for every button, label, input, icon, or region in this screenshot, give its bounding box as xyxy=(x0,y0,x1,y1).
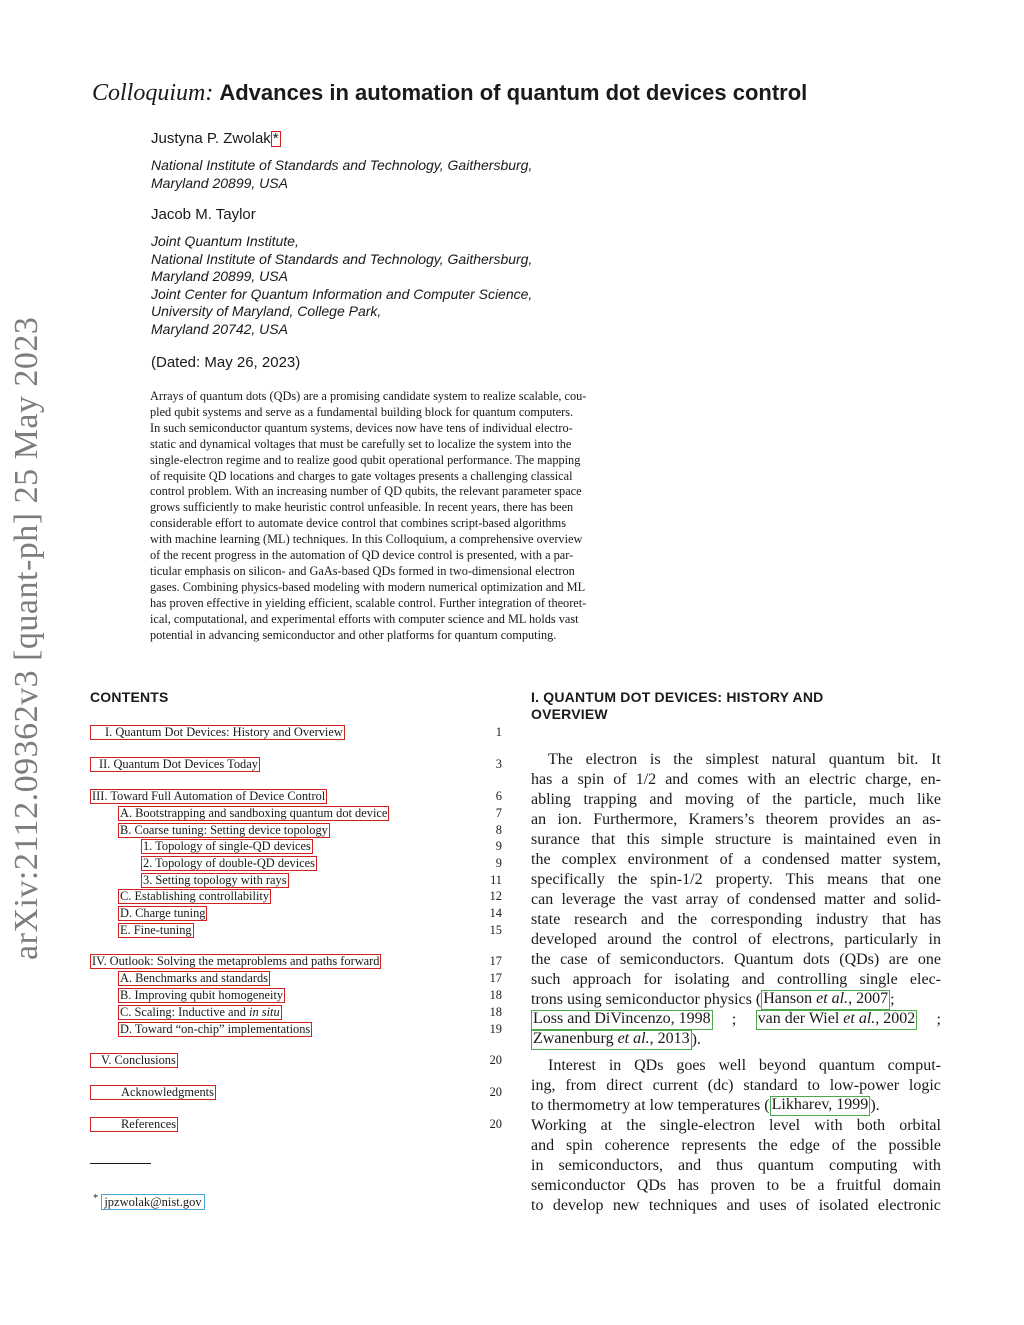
body-line: semiconductor QDs has proven to be a fruitful domain xyxy=(531,1177,941,1194)
body-line: has a spin of 1/2 and comes with an electric charge, en- xyxy=(531,771,941,788)
toc-link[interactable]: A. Benchmarks and standards xyxy=(120,971,268,985)
toc-entry xyxy=(90,823,502,839)
toc-page-number: 9 xyxy=(495,839,502,853)
abstract-line: single-electron regime and to realize good qubit operational performance. The mapping xyxy=(150,452,581,467)
body-line: Working at the single-electron level with both orbital xyxy=(531,1117,941,1134)
abstract-line: with machine learning (ML) techniques. In this Colloquium, a comprehensive overview xyxy=(150,532,583,547)
toc-link[interactable]: C. Scaling: Inductive and in situ xyxy=(120,1005,280,1019)
toc-page-number: 18 xyxy=(489,1005,502,1019)
body-line: Zwanenburg et al., 2013 ). xyxy=(533,1030,701,1048)
toc-link[interactable]: 3. Setting topology with rays xyxy=(143,873,287,887)
footnote-marker: * xyxy=(93,1193,99,1204)
toc-entry xyxy=(90,1053,502,1069)
abstract-line: of requisite QD locations and charges to gate voltages presents a challenging classical xyxy=(150,468,573,483)
toc-link[interactable]: I. Quantum Dot Devices: History and Overview xyxy=(90,725,345,740)
toc-entry xyxy=(90,889,502,905)
citation-link-vanderwiel[interactable]: van der Wiel et al., 2002 xyxy=(756,1010,918,1030)
body-line: the case of semiconductors. Quantum dots (QDs) are one xyxy=(531,951,941,968)
toc-link[interactable]: Acknowledgments xyxy=(90,1085,216,1100)
title-prefix: Colloquium: xyxy=(92,80,214,106)
body-line: can leverage the vast array of condensed matter and solid- xyxy=(531,891,941,908)
toc-entry xyxy=(90,1117,502,1133)
abstract-line: ticular emphasis on silicon- and GaAs-based QDs formed in two-dimensional electron xyxy=(150,563,575,578)
abstract-line: potential in advancing semiconductor and other platforms for quantum computing. xyxy=(150,627,557,642)
toc-link[interactable]: A. Bootstrapping and sandboxing quantum dot device xyxy=(120,806,388,820)
toc-link[interactable]: B. Improving qubit homogeneity xyxy=(120,988,284,1002)
body-line: Loss and DiVincenzo, 1998 ; van der Wiel et al., 2002 ; xyxy=(533,1010,941,1028)
body-line: surance that this simple structure is maintained even in xyxy=(531,831,941,848)
toc-link[interactable]: C. Establishing controllability xyxy=(120,889,270,903)
body-line: trons using semiconductor physics ( Hanson et al., 2007 ; xyxy=(531,990,895,1008)
toc-page-number: 14 xyxy=(489,906,502,920)
toc-entry xyxy=(90,1085,502,1101)
toc-entry xyxy=(90,789,502,805)
toc-entry xyxy=(90,971,502,987)
toc-entry xyxy=(90,906,502,922)
abstract-line: Arrays of quantum dots (QDs) are a promising candidate system to realize scalable, cou- xyxy=(150,389,587,403)
abstract-line: grows sufficiently to make heuristic control unfeasible. In recent years, there has been xyxy=(150,500,574,515)
toc-link[interactable]: III. Toward Full Automation of Device Control xyxy=(92,789,326,803)
toc-link[interactable]: B. Coarse tuning: Setting device topology xyxy=(120,823,328,837)
body-line: the complex environment of a condensed matter system, xyxy=(531,851,941,868)
toc-entry xyxy=(90,1022,502,1038)
author-affiliation-2: Joint Quantum Institute, National Institute of Standards and Technology, Gaithersburg, Maryland 20899, USA Joint Center for Quantum Information and Computer Science, University of Maryland, College Park, Maryland 20742, USA xyxy=(151,233,533,337)
toc-link[interactable]: II. Quantum Dot Devices Today xyxy=(90,757,260,772)
abstract-line: pled qubit systems and serve as a fundamental building block for quantum computers. xyxy=(150,404,574,419)
body-line: Interest in QDs goes well beyond quantum comput- xyxy=(548,1057,941,1074)
toc-entry xyxy=(90,988,502,1004)
toc-entry xyxy=(90,923,502,939)
citation-link-loss[interactable]: Loss and DiVincenzo, 1998 xyxy=(531,1010,713,1030)
toc-page-number: 19 xyxy=(489,1022,502,1036)
body-line: state research and the corresponding industry that has xyxy=(531,911,941,928)
toc-entry xyxy=(90,873,502,889)
abstract xyxy=(150,389,691,644)
toc-page-number: 20 xyxy=(489,1053,502,1067)
toc-entry xyxy=(90,856,502,872)
paper-title xyxy=(92,80,807,107)
toc-page-number: 20 xyxy=(489,1117,502,1131)
body-line: specifically the spin-1/2 property. This means that one xyxy=(531,871,941,888)
toc-link[interactable]: D. Toward “on-chip” implementations xyxy=(120,1022,311,1036)
author-affiliation-1: National Institute of Standards and Technology, Gaithersburg, Maryland 20899, USA xyxy=(151,157,533,191)
contents-heading: CONTENTS xyxy=(90,689,169,705)
email-link[interactable]: jpzwolak@nist.gov xyxy=(101,1194,204,1210)
author-name-2: Jacob M. Taylor xyxy=(151,206,256,223)
toc-page-number: 17 xyxy=(489,954,502,968)
toc-page-number: 15 xyxy=(489,923,502,937)
abstract-line: gases. Combining physics-based modeling with modern numerical optimization and ML xyxy=(150,579,586,594)
toc-page-number: 8 xyxy=(495,823,502,837)
abstract-line: considerable effort to automate device control that combines script-based algorithms xyxy=(150,516,567,531)
title-main: Advances in automation of quantum dot devices control xyxy=(219,80,808,105)
body-line: to thermometry at low temperatures ( Likharev, 1999 ). xyxy=(531,1096,880,1114)
toc-entry xyxy=(90,1005,502,1021)
toc-link[interactable]: 2. Topology of double-QD devices xyxy=(143,856,315,870)
body-line: to develop new techniques and uses of isolated electronic xyxy=(531,1197,941,1214)
toc-link[interactable]: IV. Outlook: Solving the metaproblems and paths forward xyxy=(92,954,380,968)
abstract-line: control problem. With an increasing number of QD qubits, the relevant parameter space xyxy=(150,484,582,499)
body-line: The electron is the simplest natural quantum bit. It xyxy=(548,751,941,768)
section-heading: I. QUANTUM DOT DEVICES: HISTORY AND OVERVIEW xyxy=(531,689,824,722)
footnote xyxy=(93,1193,205,1210)
body-line: and spin coherence represents the edge of the possible xyxy=(531,1137,941,1154)
dated-line: (Dated: May 26, 2023) xyxy=(151,354,301,371)
toc-page-number: 11 xyxy=(490,873,502,887)
toc-page-number: 6 xyxy=(495,789,502,803)
body-line: such approach for isolating and controlling single elec- xyxy=(531,971,941,988)
toc-link[interactable]: References xyxy=(90,1117,178,1132)
toc-page-number: 20 xyxy=(489,1085,502,1099)
body-line: ing, from direct current (dc) standard to low-power logic xyxy=(531,1077,941,1094)
body-line: an ion. Furthermore, Kramers’s theorem provides an as- xyxy=(531,811,941,828)
toc-page-number: 12 xyxy=(489,889,502,903)
author-name-1: Justyna P. Zwolak * xyxy=(151,130,279,147)
abstract-line: has proven effective in yielding efficient, scalable control. Further integration of theoret- xyxy=(150,595,587,610)
citation-link-zwanenburg[interactable]: Zwanenburg et al., 2013 xyxy=(531,1030,692,1050)
toc-page-number: 9 xyxy=(495,856,502,870)
arxiv-identifier-stamp: arXiv:2112.09362v3 [quant-ph] 25 May 2023 xyxy=(8,316,45,960)
citation-link-hanson[interactable]: Hanson et al., 2007 xyxy=(761,990,890,1010)
toc-entry xyxy=(90,757,502,773)
toc-link[interactable]: V. Conclusions xyxy=(90,1053,178,1068)
toc-page-number: 17 xyxy=(489,971,502,985)
body-line: abling trapping and moving of the particle, much like xyxy=(531,791,941,808)
abstract-line: of the recent progress in the automation of QD device control is presented, with a par- xyxy=(150,548,574,563)
abstract-line: ical, computational, and experimental efforts with computer science and ML holds vast xyxy=(150,611,579,626)
abstract-line: static and dynamical voltages that must be carefully set to localize the system into the xyxy=(150,436,572,451)
toc-entry xyxy=(90,806,502,822)
body-line: in semiconductors, and thus quantum computing with xyxy=(531,1157,941,1174)
toc-page-number: 18 xyxy=(489,988,502,1002)
toc-page-number: 1 xyxy=(495,725,502,739)
toc-page-number: 3 xyxy=(495,757,502,771)
toc-link[interactable]: 1. Topology of single-QD devices xyxy=(143,839,311,853)
footnote-marker-link[interactable]: * xyxy=(272,130,279,147)
toc-entry xyxy=(90,954,502,970)
toc-entry xyxy=(90,725,502,741)
toc-link[interactable]: D. Charge tuning xyxy=(120,906,206,920)
citation-link-likharev[interactable]: Likharev, 1999 xyxy=(770,1096,871,1116)
section-body xyxy=(531,750,941,1216)
abstract-line: In such semiconductor quantum systems, devices now have tens of individual electro- xyxy=(150,420,573,435)
footnote-rule xyxy=(90,1163,151,1164)
toc-link[interactable]: E. Fine-tuning xyxy=(120,923,192,937)
body-line: developed around the control of electrons, particularly in xyxy=(531,931,941,948)
toc-page-number: 7 xyxy=(495,806,502,820)
toc-entry xyxy=(90,839,502,855)
